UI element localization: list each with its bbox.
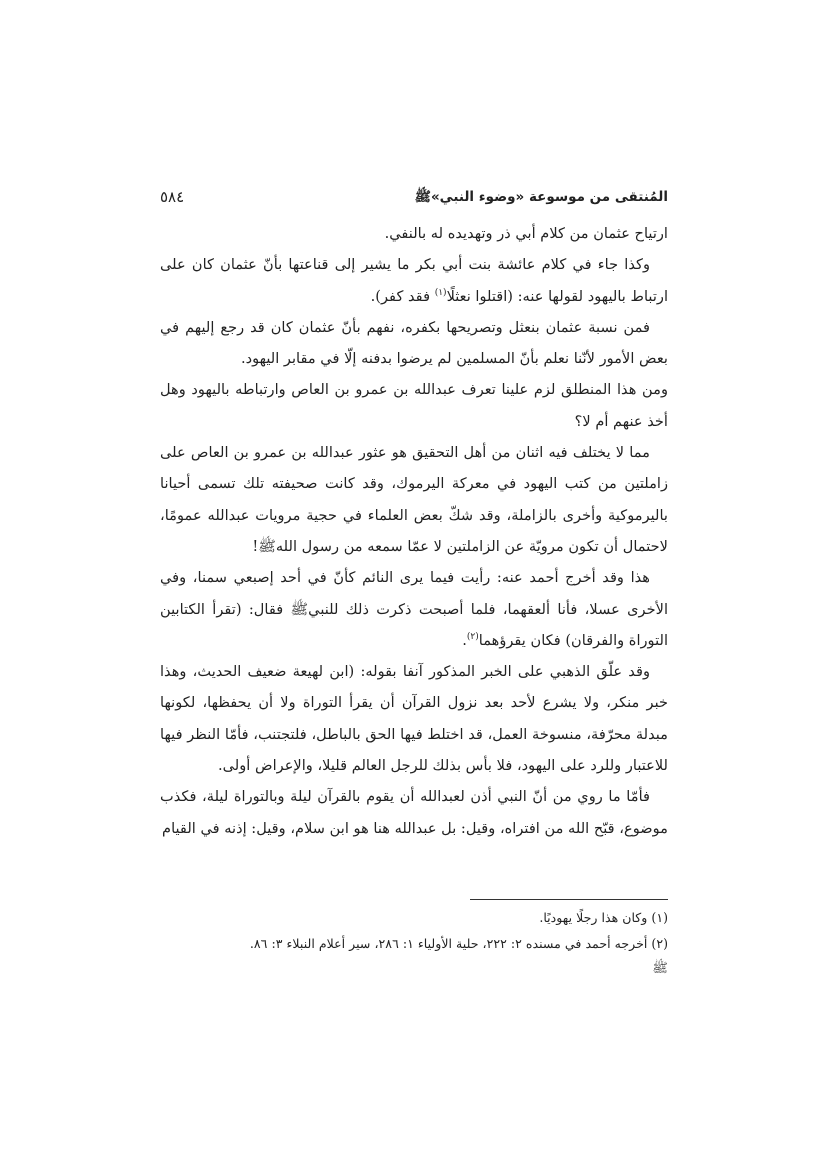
paragraph-3: فمن نسبة عثمان بنعثل وتصريحها بكفره، نفهم بأنّ عثمان كان قد رجع إليهم في بعض الأمور لأنّنا نعلم بأنّ المسلمين لم يرضوا بدفنه إلّا في مقابر اليهود. bbox=[160, 318, 668, 368]
page-number: ٥٨٤ bbox=[160, 188, 185, 206]
paragraph-6-text: هذا وقد أخرج أحمد عنه: رأيت فيما يرى النائم كأنّ في أحد إصبعي سمنا، وفي الأخرى عسلا، فأنا ألعقهما، فلما أصبحت ذكرت ذلك للنبيﷺ فقال: (تقرأ الكتابين التوراة والفرقان) فكان يقرؤهما bbox=[160, 569, 668, 649]
paragraph-5: مما لا يختلف فيه اثنان من أهل التحقيق هو عثور عبدالله بن عمرو بن العاص على زاملتين من كتب اليهود في معركة اليرموك، وقد كانت صحيفته تلك تسمى أحيانا باليرموكية وأخرى بالزاملة، وقد شكّ بعض العلماء في حجية مرويات عبدالله عمومًا، لاحتمال أن تكون مرويّة عن الزاملتين لا عمّا سمعه من رسول اللهﷺ! bbox=[160, 444, 668, 555]
paragraph-6-end: . bbox=[462, 631, 467, 649]
footnote-divider bbox=[470, 899, 668, 900]
paragraph-4: ومن هذا المنطلق لزم علينا تعرف عبدالله بن عمرو بن العاص وارتباطه باليهود وهل أخذ عنهم أم لا؟ bbox=[160, 381, 668, 430]
paragraph-2-end: فقد كفر). bbox=[370, 287, 435, 305]
paragraph-1: ارتياح عثمان من كلام أبي ذر وتهديده له بالنفي. bbox=[384, 225, 668, 242]
footnote-ref-1[interactable]: (١) bbox=[434, 287, 447, 298]
footnote-ref-2[interactable]: (٢) bbox=[466, 632, 479, 642]
paragraph-2-text: وكذا جاء في كلام عائشة بنت أبي بكر ما يشير إلى قناعتها بأنّ عثمان كان على ارتباط باليهود لقولها عنه: (اقتلوا نعثلًا bbox=[160, 256, 668, 305]
running-header bbox=[160, 186, 668, 210]
footnotes bbox=[160, 905, 668, 957]
paragraph-6 bbox=[160, 562, 668, 656]
footnote-2: (٢) أخرجه أحمد في مسنده ٢: ٢٢٢، حلية الأولياء ١: ٢٨٦، سير أعلام النبلاء ٣: ٨٦. bbox=[249, 936, 668, 951]
paragraph-8: فأمّا ما روي من أنّ النبي أذن لعبدالله أن يقوم بالقرآن ليلة وبالتوراة ليلة، فكذب موضوع، قبّح الله من افتراه، وقيل: بل عبدالله هنا هو ابن سلام، وقيل: إذنه في القيام bbox=[160, 788, 668, 837]
page-end-mark: ﷺ bbox=[652, 961, 668, 976]
paragraph-7: وقد علّق الذهبي على الخبر المذكور آنفا بقوله: (ابن لهيعة ضعيف الحديث، وهذا خبر منكر، ولا يشرع لأحد بعد نزول القرآن أن يقرأ التوراة ولا أن يحفظها، لكونها مبدلة محرّفة، منسوخة العمل، قد اختلط فيها الحق بالباطل، فلتجتنب، فأمّا النظر فيها للاعتبار وللرد على اليهود، فلا بأس بذلك للرجل العالم قليلا، والإعراض أولى. bbox=[160, 663, 668, 775]
book-title: المُنتقى من موسوعة «وضوء النبي»ﷺ bbox=[414, 189, 668, 205]
main-text bbox=[160, 218, 668, 844]
paragraph-2 bbox=[160, 249, 668, 312]
footnote-1: (١) وكان هذا رجلًا يهوديًا. bbox=[539, 910, 668, 925]
